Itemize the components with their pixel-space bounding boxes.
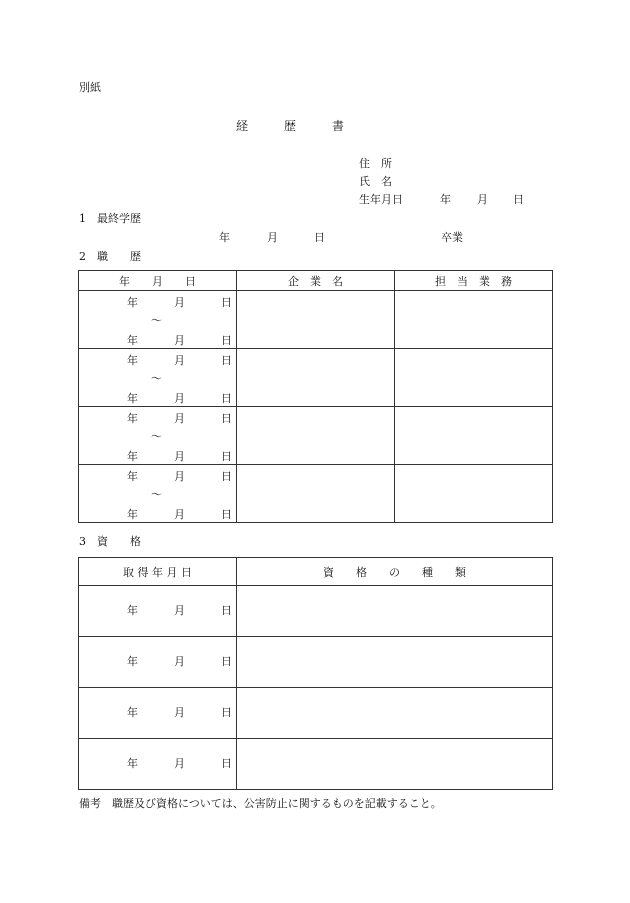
duties-cell[interactable]: [395, 349, 553, 407]
remarks-note: 備考 職歴及び資格については、公害防止に関するものを記載すること。: [79, 797, 442, 810]
company-cell[interactable]: [237, 291, 395, 349]
company-cell[interactable]: [237, 465, 395, 523]
from-day: 日: [221, 354, 232, 367]
education-month-unit: 月: [267, 231, 278, 244]
career-col-date: 年 月 日: [79, 271, 237, 291]
career-row: [79, 291, 553, 349]
birth-day-unit: 日: [513, 193, 524, 206]
birth-month-unit: 月: [477, 193, 488, 206]
to-month: 月: [174, 450, 185, 463]
qualification-type-cell[interactable]: [237, 739, 553, 790]
from-day: 日: [221, 470, 232, 483]
qual-col-type: 資 格 の 種 類: [237, 558, 553, 586]
education-heading: 1 最終学歴: [79, 212, 141, 225]
career-col-duties: 担 当 業 務: [395, 271, 553, 291]
from-month: 月: [174, 470, 185, 483]
career-row: [79, 465, 553, 523]
qualification-row: [79, 688, 553, 739]
to-day: 日: [221, 334, 232, 347]
range-separator: 〜: [151, 488, 162, 501]
qualification-type-cell[interactable]: [237, 688, 553, 739]
from-month: 月: [174, 296, 185, 309]
career-row: [79, 407, 553, 465]
qual-day: 日: [221, 757, 232, 770]
qual-year: 年: [127, 604, 138, 617]
from-month: 月: [174, 354, 185, 367]
qual-day: 日: [221, 604, 232, 617]
career-table: [78, 270, 553, 523]
qual-month: 月: [174, 655, 185, 668]
birthdate-label: 生年月日: [359, 193, 403, 206]
range-separator: 〜: [151, 372, 162, 385]
company-cell[interactable]: [237, 407, 395, 465]
career-row: [79, 349, 553, 407]
qualification-type-cell[interactable]: [237, 637, 553, 688]
to-day: 日: [221, 450, 232, 463]
to-month: 月: [174, 392, 185, 405]
to-day: 日: [221, 392, 232, 405]
from-year: 年: [127, 296, 138, 309]
qual-month: 月: [174, 757, 185, 770]
range-separator: 〜: [151, 314, 162, 327]
duties-cell[interactable]: [395, 465, 553, 523]
graduation-label: 卒業: [441, 231, 463, 244]
duties-cell[interactable]: [395, 407, 553, 465]
qualifications-table: [78, 557, 553, 790]
qualification-row: [79, 586, 553, 637]
document-title: 経 歴 書: [236, 119, 345, 133]
qualification-row: [79, 637, 553, 688]
from-year: 年: [127, 412, 138, 425]
career-heading: 2 職 歴: [79, 250, 141, 263]
qual-year: 年: [127, 757, 138, 770]
qual-col-date: 取 得 年 月 日: [79, 558, 237, 586]
to-year: 年: [127, 508, 138, 521]
to-year: 年: [127, 334, 138, 347]
from-year: 年: [127, 354, 138, 367]
address-label: 住 所: [359, 157, 392, 170]
education-year-unit: 年: [219, 231, 230, 244]
attachment-label: 別紙: [79, 81, 101, 94]
qualification-row: [79, 739, 553, 790]
qualification-type-cell[interactable]: [237, 586, 553, 637]
education-day-unit: 日: [314, 231, 325, 244]
qual-month: 月: [174, 604, 185, 617]
to-year: 年: [127, 450, 138, 463]
qual-year: 年: [127, 706, 138, 719]
qual-day: 日: [221, 655, 232, 668]
company-cell[interactable]: [237, 349, 395, 407]
range-separator: 〜: [151, 430, 162, 443]
to-day: 日: [221, 508, 232, 521]
qual-month: 月: [174, 706, 185, 719]
from-year: 年: [127, 470, 138, 483]
to-month: 月: [174, 508, 185, 521]
to-month: 月: [174, 334, 185, 347]
career-col-company: 企 業 名: [237, 271, 395, 291]
from-day: 日: [221, 412, 232, 425]
birth-year-unit: 年: [440, 193, 451, 206]
qualifications-heading: 3 資 格: [79, 535, 141, 548]
from-day: 日: [221, 296, 232, 309]
name-label: 氏 名: [359, 175, 392, 188]
from-month: 月: [174, 412, 185, 425]
to-year: 年: [127, 392, 138, 405]
duties-cell[interactable]: [395, 291, 553, 349]
qual-year: 年: [127, 655, 138, 668]
qual-day: 日: [221, 706, 232, 719]
